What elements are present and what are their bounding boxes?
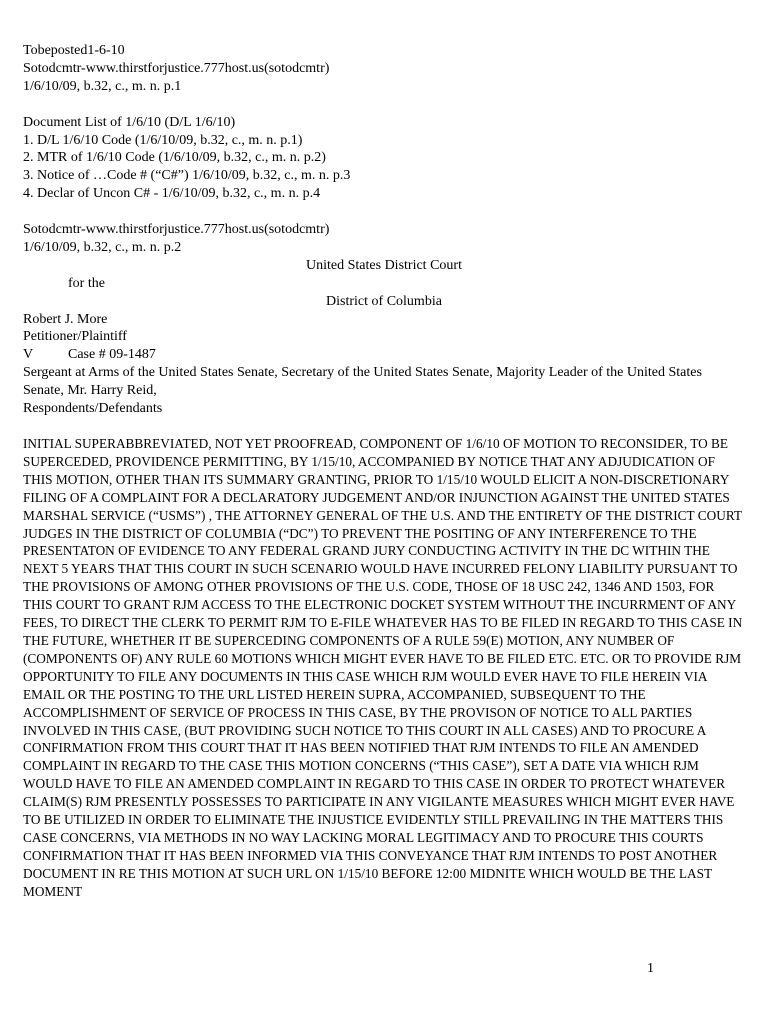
header-line-posted: Tobeposted1-6-10 bbox=[23, 43, 125, 58]
case-line bbox=[23, 346, 745, 364]
court-district: District of Columbia bbox=[326, 293, 442, 309]
respondents-list: Sergeant at Arms of the United States Senate, Secretary of the United States Senate, Majority Leader of the United States Senate, Mr. Harry Reid, bbox=[23, 365, 702, 399]
court-for: for the bbox=[68, 275, 105, 291]
versus-label: V bbox=[23, 347, 34, 363]
petitioner-role: Petitioner/Plaintiff bbox=[23, 329, 127, 345]
respondent-role: Respondents/Defendants bbox=[23, 401, 163, 417]
document-list-item: 3. Notice of …Code # (“C#”) 1/6/10/09, b.32, c., m. n. p.3 bbox=[23, 168, 351, 184]
spacer bbox=[23, 96, 745, 114]
header-line-source: Sotodcmtr-www.thirstforjustice.777host.us(sotodcmtr) bbox=[23, 60, 330, 76]
court-name: United States District Court bbox=[306, 257, 462, 273]
document-list-item: 1. D/L 1/6/10 Code (1/6/10/09, b.32, c., m. n. p.1) bbox=[23, 132, 303, 148]
header-line-code: 1/6/10/09, b.32, c., m. n. p.1 bbox=[23, 78, 182, 94]
document-page bbox=[23, 42, 745, 901]
section-header-code: 1/6/10/09, b.32, c., m. n. p.2 bbox=[23, 239, 182, 255]
document-list-title: Document List of 1/6/10 (D/L 1/6/10) bbox=[23, 114, 236, 130]
document-list-item: 2. MTR of 1/6/10 Code (1/6/10/09, b.32, c., m. n. p.2) bbox=[23, 150, 326, 166]
page-number: 1 bbox=[647, 961, 654, 976]
petitioner-name: Robert J. More bbox=[23, 311, 108, 327]
case-number: Case # 09-1487 bbox=[68, 347, 156, 363]
section-header-source: Sotodcmtr-www.thirstforjustice.777host.us(sotodcmtr) bbox=[23, 222, 330, 238]
spacer bbox=[23, 203, 745, 221]
motion-body-text: INITIAL SUPERABBREVIATED, NOT YET PROOFREAD, COMPONENT OF 1/6/10 OF MOTION TO RECONSIDER, TO BE SUPERCEDED, PROVIDENCE PERMITTING, BY 1/15/10, ACCOMPANIED BY NOTICE THAT ANY ADJUDICATION OF THIS MOTION, OTHER THAN ITS SUMMARY GRANTING, PRIOR TO 1/15/10 WOULD ELICIT A NON-DISCRETIONARY FILING OF A COMPLAINT FOR A DECLARATORY JUDGEMENT AND/OR INJUNCTION AGAINST THE UNITED STATES MARSHAL SERVICE (“USMS”) , THE ATTORNEY GENERAL OF THE U.S. AND THE ENTIRETY OF THE DISTRICT COURT JUDGES IN THE DISTRICT OF COLUMBIA (“DC”) TO PREVENT THE POSITING OF ANY INTERFERENCE TO THE PRESENTATON OF EVIDENCE TO ANY FEDERAL GRAND JURY CONDUCTING ACTIVITY IN THE DC WITHIN THE NEXT 5 YEARS THAT THIS COURT IN SUCH SCENARIO WOULD HAVE INCURRED FELONY LIABILITY PURSUANT TO THE PROVISIONS OF AMONG OTHER PROVISIONS OF THE U.S. CODE, THOSE OF 18 USC 242, 1346 AND 1503, FOR THIS COURT TO GRANT RJM ACCESS TO THE ELECTRONIC DOCKET SYSTEM WITHOUT THE INCURRMENT OF ANY FEES, TO DIRECT THE CLERK TO PERMIT RJM TO E-FILE WHATEVER HAS TO BE FILED IN REGARD TO THIS CASE IN THE FUTURE, WHETHER IT BE SUPERCEDING COMPONENTS OF A RULE 59(E) MOTION, ANY NUMBER OF (COMPONENTS OF) ANY RULE 60 MOTIONS WHICH MIGHT EVER HAVE TO BE FILED ETC. ETC. OR TO PROVIDE RJM OPPORTUNITY TO FILE ANY DOCUMENTS IN THIS CASE WHICH RJM WOULD EVER HAVE TO FILE HEREIN VIA EMAIL OR THE POSTING TO THE URL LISTED HEREIN SUPRA, ACCOMPANIED, SUBSEQUENT TO THE ACCOMPLISHMENT OF SERVICE OF PROCESS IN THIS CASE, BY THE PROVISON OF NOTICE TO ALL PARTIES INVOLVED IN THIS CASE, (BUT PROVIDING SUCH NOTICE TO THIS COURT IN ALL CASES) AND TO PROCURE A CONFIRMATION FROM THIS COURT THAT IT HAS BEEN NOTIFIED THAT RJM INTENDS TO FILE AN AMENDED COMPLAINT IN REGARD TO THE CASE THIS MOTION CONCERNS (“THIS CASE”), SET A DATE VIA WHICH RJM WOULD HAVE TO FILE AN AMENDED COMPLAINT IN REGARD TO THIS CASE IN ORDER TO PROTECT WHATEVER CLAIM(S) RJM PRESENTLY POSSESSES TO PARTICIPATE IN ANY VIGILANTE MEASURES WHICH MIGHT EVER HAVE TO BE UTILIZED IN ORDER TO ELIMINATE THE INJUSTICE EVIDENTLY STILL PREVAILING IN THE MATTERS THIS CASE CONCERNS, VIA METHODS IN NO WAY LACKING MORAL LEGITIMACY AND TO PROCURE THIS COURTS CONFIRMATION THAT IT HAS BEEN INFORMED VIA THIS CONVEYANCE THAT RJM INTENDS TO POST ANOTHER DOCUMENT IN RE THIS MOTION AT SUCH URL ON 1/15/10 BEFORE 12:00 MIDNITE WHICH WOULD BE THE LAST MOMENT bbox=[23, 436, 743, 899]
document-list-item: 4. Declar of Uncon C# - 1/6/10/09, b.32, c., m. n. p.4 bbox=[23, 186, 321, 202]
